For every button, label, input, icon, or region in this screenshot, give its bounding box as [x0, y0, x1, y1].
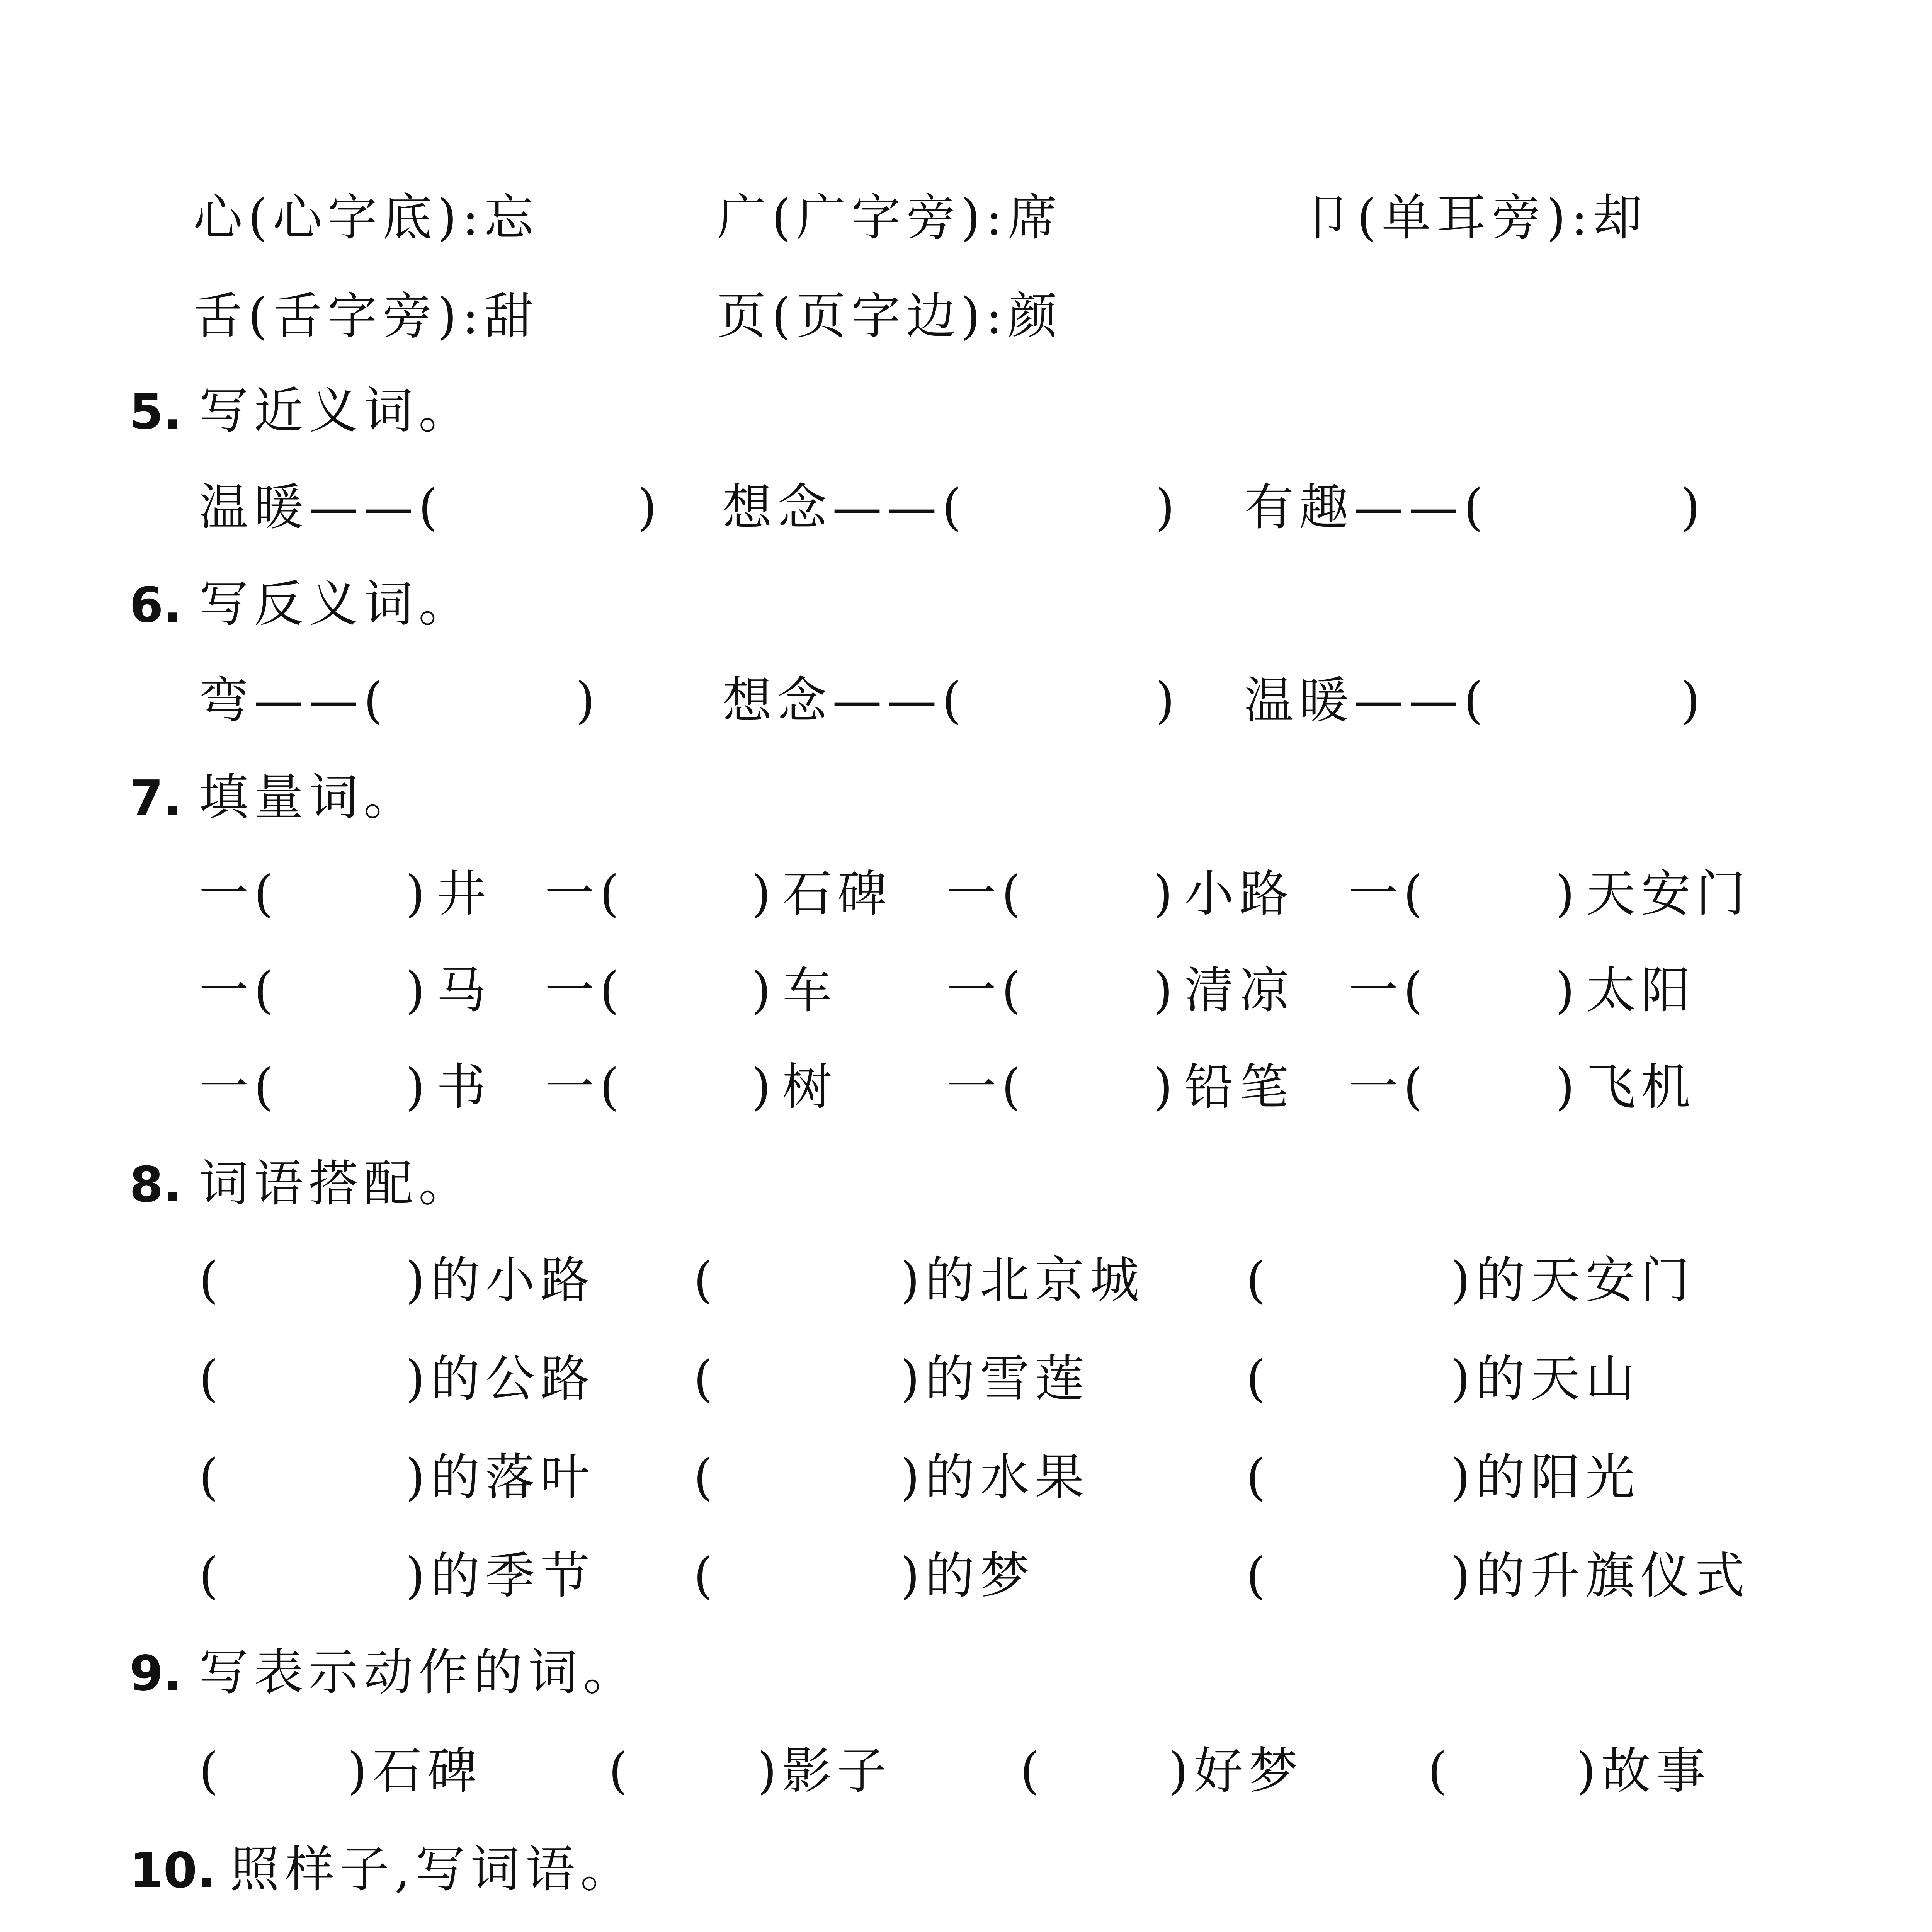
q7-item: 车: [782, 962, 838, 1019]
q6-title: 写反义词。: [199, 575, 474, 633]
q8-item: )的落叶: [406, 1449, 595, 1506]
q7-item: 太阳: [1586, 962, 1696, 1019]
q8-open: (: [694, 1350, 718, 1408]
q8-open: (: [1246, 1449, 1271, 1506]
q5-item: 想念——(: [723, 479, 967, 536]
q10-title: 照样子,写词语。: [230, 1841, 635, 1898]
q6-close: ): [1681, 672, 1706, 730]
q9-title: 写表示动作的词。: [199, 1644, 638, 1701]
q10-number: 10.: [129, 1842, 216, 1899]
q9-item: )影子: [757, 1742, 892, 1800]
radical-4: 舌(舌字旁):甜: [193, 287, 539, 345]
q8-open: (: [199, 1350, 224, 1408]
q5-close: ): [638, 479, 662, 536]
q7-open: 一(: [1349, 1058, 1428, 1116]
q7-open: 一(: [947, 962, 1026, 1019]
radical-1: 心(心字底):忘: [193, 189, 539, 247]
q8-item: )的季节: [406, 1547, 595, 1605]
q8-item: )的阳光: [1451, 1449, 1640, 1506]
q7-item: 井: [437, 865, 492, 923]
q7-item: 小路: [1184, 865, 1294, 923]
radical-2: 广(广字旁):席: [717, 189, 1063, 247]
q7-open: 一(: [545, 1058, 624, 1116]
q5-number: 5.: [129, 383, 182, 440]
q7-number: 7.: [129, 770, 182, 827]
q7-open: 一(: [545, 865, 624, 923]
q9-open: (: [609, 1742, 633, 1800]
q7-close: ): [406, 962, 430, 1019]
q8-open: (: [694, 1449, 718, 1506]
q7-item: 飞机: [1586, 1058, 1696, 1116]
q7-close: ): [752, 962, 776, 1019]
q7-item: 清凉: [1184, 962, 1294, 1019]
q7-close: ): [406, 1058, 430, 1116]
q8-item: )的天安门: [1451, 1252, 1695, 1309]
q7-close: ): [752, 865, 776, 923]
q8-item: )的公路: [406, 1350, 595, 1408]
q7-close: ): [1555, 962, 1580, 1019]
q5-close: ): [1681, 479, 1706, 536]
q6-item: 想念——(: [723, 672, 967, 730]
q8-item: )的梦: [900, 1547, 1035, 1605]
q7-close: ): [752, 1058, 776, 1116]
q6-number: 6.: [129, 577, 182, 633]
q7-close: ): [1555, 865, 1580, 923]
q8-open: (: [1246, 1252, 1271, 1309]
q6-item: 温暖——(: [1244, 672, 1488, 730]
radical-5: 页(页字边):颜: [717, 287, 1063, 345]
q7-close: ): [1153, 865, 1178, 923]
q6-close: ): [1155, 672, 1180, 730]
q9-item: )故事: [1577, 1742, 1711, 1800]
q7-item: 马: [437, 962, 492, 1019]
q9-item: )好梦: [1169, 1742, 1303, 1800]
q8-open: (: [1246, 1547, 1271, 1605]
q5-item: 有趣——(: [1244, 479, 1488, 536]
q7-item: 书: [437, 1058, 492, 1116]
q7-open: 一(: [1349, 865, 1428, 923]
q7-title: 填量词。: [199, 769, 419, 826]
q7-item: 树: [782, 1058, 838, 1116]
radical-3: 卩(单耳旁):却: [1302, 189, 1648, 247]
q8-item: )的天山: [1451, 1350, 1640, 1408]
q8-title: 词语搭配。: [199, 1155, 474, 1213]
q7-open: 一(: [545, 962, 624, 1019]
q7-open: 一(: [199, 962, 279, 1019]
q8-number: 8.: [129, 1156, 182, 1213]
q8-open: (: [199, 1547, 224, 1605]
q7-close: ): [1555, 1058, 1580, 1116]
q7-item: 铅笔: [1184, 1058, 1294, 1116]
q7-item: 石碑: [782, 865, 893, 923]
q5-title: 写近义词。: [199, 382, 474, 440]
q8-item: )的小路: [406, 1252, 595, 1309]
q5-close: ): [1155, 479, 1180, 536]
q7-item: 天安门: [1586, 865, 1751, 923]
q9-open: (: [1020, 1742, 1045, 1800]
q7-open: 一(: [199, 865, 279, 923]
q8-open: (: [694, 1547, 718, 1605]
q8-item: )的雪莲: [900, 1350, 1090, 1408]
q8-open: (: [199, 1252, 224, 1309]
q7-close: ): [406, 865, 430, 923]
q7-open: 一(: [1349, 962, 1428, 1019]
q6-close: ): [576, 672, 600, 730]
q8-item: )的升旗仪式: [1451, 1547, 1750, 1605]
q7-close: ): [1153, 1058, 1178, 1116]
q7-open: 一(: [199, 1058, 279, 1116]
q8-item: )的北京城: [900, 1252, 1145, 1309]
q7-open: 一(: [947, 1058, 1026, 1116]
q7-open: 一(: [947, 865, 1026, 923]
q9-item: )石碑: [348, 1742, 482, 1800]
q7-close: ): [1153, 962, 1178, 1019]
q5-item: 温暖——(: [199, 479, 443, 536]
q8-item: )的水果: [900, 1449, 1090, 1506]
q9-open: (: [1428, 1742, 1452, 1800]
q8-open: (: [199, 1449, 224, 1506]
q9-open: (: [199, 1742, 224, 1800]
q9-number: 9.: [129, 1645, 182, 1702]
q8-open: (: [1246, 1350, 1271, 1408]
q6-item: 弯——(: [199, 672, 388, 730]
q8-open: (: [694, 1252, 718, 1309]
